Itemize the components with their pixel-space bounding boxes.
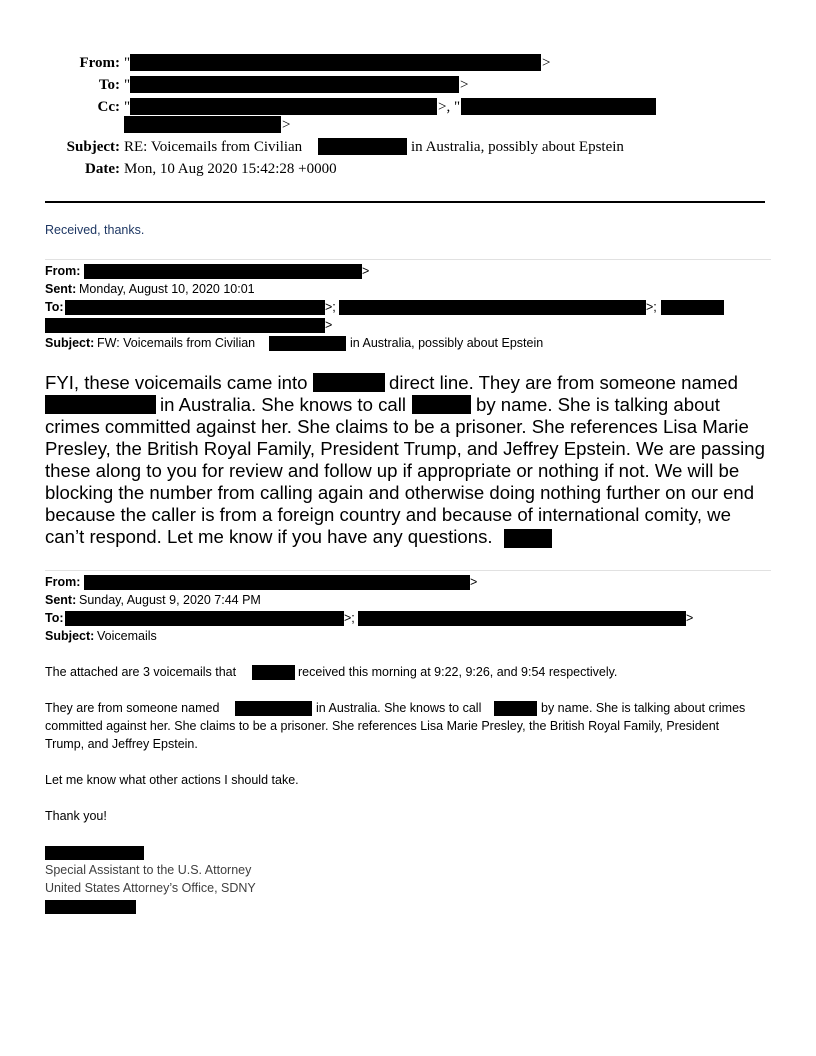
redacted-m1-body-name-3 [412, 395, 471, 414]
redacted-m2-from [84, 575, 470, 590]
redacted-from-address [130, 54, 541, 71]
cc-gt: > [282, 117, 291, 133]
m2-to-gt: > [686, 611, 694, 625]
m1-sent-value: Monday, August 10, 2020 10:01 [79, 282, 255, 296]
redacted-m1-body-name-2 [45, 395, 156, 414]
m1-body-line1b: direct line. They are from someone named [389, 372, 738, 393]
signature-office: United States Attorney’s Office, SDNY [45, 881, 256, 895]
redacted-m1-to-2 [339, 300, 646, 315]
from-quote: " [124, 55, 131, 71]
date-label: Date: [85, 161, 120, 177]
m2-p2-l1c: by name. She is talking about crimes [541, 701, 746, 715]
from-gt: > [542, 55, 551, 71]
redacted-m2-p2-name-1 [235, 701, 312, 716]
subject-suffix: in Australia, possibly about Epstein [411, 139, 624, 155]
m2-p2-l3: Trump, and Jeffrey Epstein. [45, 737, 198, 751]
m2-to-label: To: [45, 611, 64, 625]
redacted-m1-to-3a [661, 300, 724, 315]
redacted-signature-name [45, 846, 144, 860]
date-value: Mon, 10 Aug 2020 15:42:28 +0000 [124, 161, 337, 177]
reply-text: Received, thanks. [45, 223, 145, 237]
m1-body-line1a: FYI, these voicemails came into [45, 372, 308, 393]
redacted-m1-to-1 [65, 300, 325, 315]
redacted-m1-to-3b [45, 318, 325, 333]
m1-from-gt: > [362, 264, 370, 278]
cc-label: Cc: [97, 99, 120, 115]
m2-p3: Let me know what other actions I should take. [45, 773, 299, 787]
to-label: To: [98, 77, 120, 93]
m2-p2-l1b: in Australia. She knows to call [316, 701, 482, 715]
subject-prefix: RE: Voicemails from Civilian [124, 139, 303, 155]
m1-subject-prefix: FW: Voicemails from Civilian [97, 336, 256, 350]
m2-p2-l1a: They are from someone named [45, 701, 220, 715]
m1-body-line5: these along to you for review and follow up if appropriate or nothing if not. We will be [45, 460, 740, 481]
header-divider [45, 201, 765, 203]
cc-separator: >, " [438, 99, 461, 115]
m1-body-line2b: by name. She is talking about [476, 394, 720, 415]
redacted-cc-address-2b [124, 116, 281, 133]
m1-sent-label: Sent: [45, 282, 77, 296]
redacted-to-address [130, 76, 459, 93]
redacted-subject-name [318, 138, 407, 155]
m1-body-line3: crimes committed against her. She claims to be a prisoner. She references Lisa Marie [45, 416, 749, 437]
m2-p4: Thank you! [45, 809, 107, 823]
m2-sent-label: Sent: [45, 593, 77, 607]
m1-to-label: To: [45, 300, 64, 314]
m1-body-line8: can’t respond. Let me know if you have any questions. [45, 526, 493, 547]
from-label: From: [79, 55, 120, 71]
m2-p1b: received this morning at 9:22, 9:26, and 9:54 respectively. [298, 665, 618, 679]
m1-subject-suffix: in Australia, possibly about Epstein [350, 336, 544, 350]
redacted-m2-to-1 [65, 611, 344, 626]
m2-from-gt: > [470, 575, 478, 589]
redacted-m1-body-name-1 [313, 373, 385, 392]
m2-p2-l2: committed against her. She claims to be a prisoner. She references Lisa Marie Presley, the British Royal Family, President [45, 719, 720, 733]
m1-subject-label: Subject: [45, 336, 95, 350]
redacted-cc-address-2a [461, 98, 656, 115]
redacted-m2-p1-name [252, 665, 295, 680]
redacted-m2-p2-name-2 [494, 701, 537, 716]
to-quote: " [124, 77, 131, 93]
m1-body-line7: because the caller is from a foreign country and because of international comity, we [45, 504, 731, 525]
m1-body-line4: Presley, the British Royal Family, President Trump, and Jeffrey Epstein. We are passing [45, 438, 765, 459]
redacted-m1-from [84, 264, 362, 279]
message1-divider [45, 259, 771, 260]
m2-to-sep: >; [344, 611, 355, 625]
redacted-m1-subject-name [269, 336, 346, 351]
subject-label: Subject: [66, 139, 120, 155]
m2-p1a: The attached are 3 voicemails that [45, 665, 237, 679]
redacted-signature-contact [45, 900, 136, 914]
m1-to-sep-1: >; [325, 300, 336, 314]
redacted-m1-signature [504, 529, 552, 548]
m1-body-line6: blocking the number from calling again and otherwise doing nothing further on our end [45, 482, 755, 503]
m2-subject-label: Subject: [45, 629, 95, 643]
redacted-cc-address-1 [130, 98, 437, 115]
m1-to-sep-2: >; [646, 300, 657, 314]
m1-from-label: From: [45, 264, 81, 278]
m2-sent-value: Sunday, August 9, 2020 7:44 PM [79, 593, 261, 607]
to-gt: > [460, 77, 469, 93]
m1-body-line2a: in Australia. She knows to call [160, 394, 406, 415]
m2-subject-value: Voicemails [97, 629, 157, 643]
cc-quote: " [124, 99, 131, 115]
message2-divider [45, 570, 771, 571]
redacted-m2-to-2 [358, 611, 686, 626]
m1-to-gt: > [325, 318, 333, 332]
signature-title: Special Assistant to the U.S. Attorney [45, 863, 252, 877]
m2-from-label: From: [45, 575, 81, 589]
